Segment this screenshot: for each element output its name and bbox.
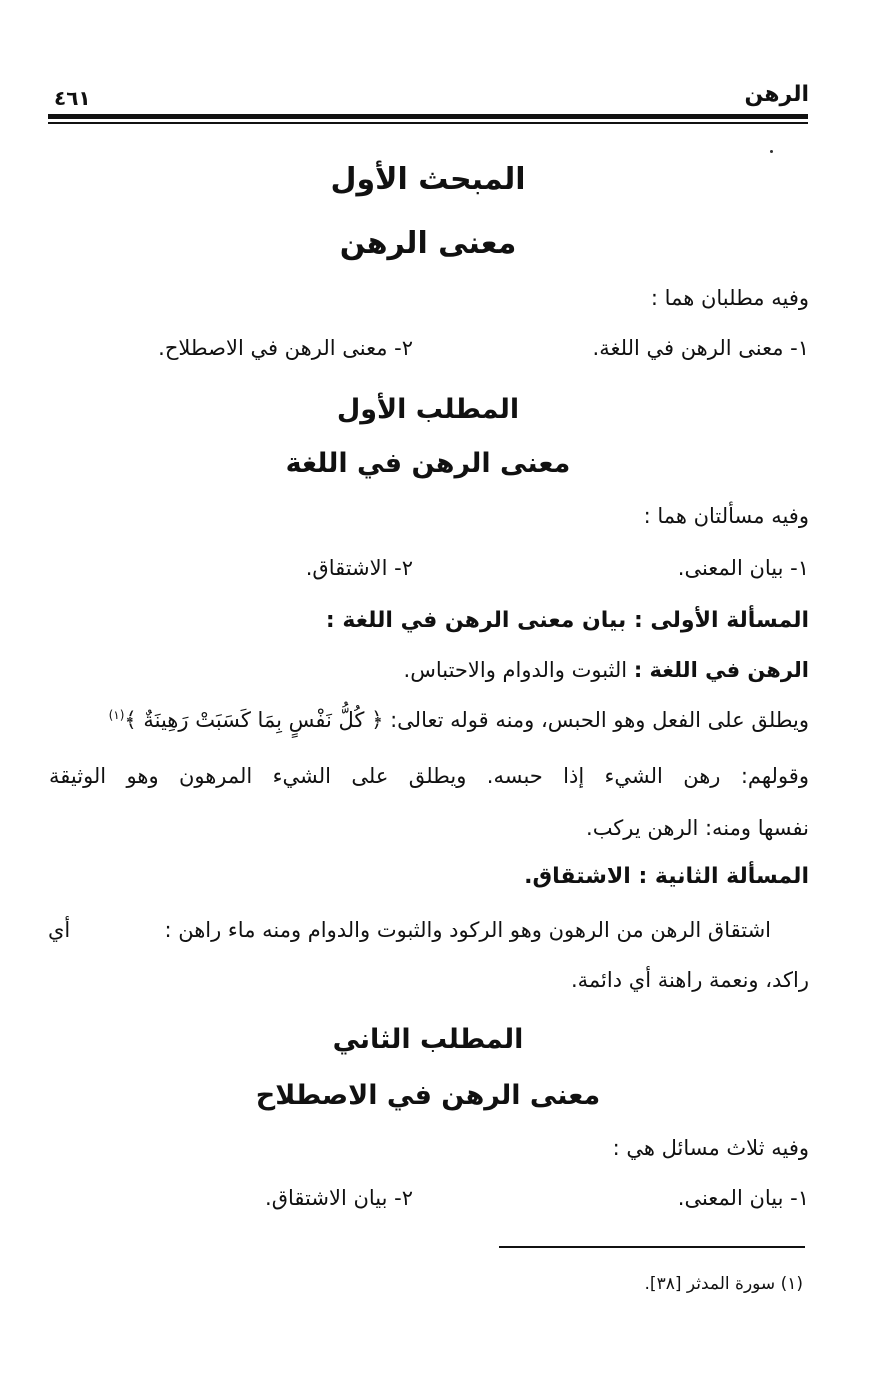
section-item-2: ٢- معنى الرهن في الاصطلاح. — [158, 336, 413, 360]
masala1-line-4: نفسها ومنه: الرهن يركب. — [586, 816, 809, 840]
section-heading: المبحث الأول — [330, 162, 526, 197]
header-rule-thin — [48, 122, 808, 124]
stray-dot — [770, 150, 773, 153]
section-item-1: ١- معنى الرهن في اللغة. — [592, 336, 809, 360]
masala2-title: المسألة الثانية : الاشتقاق. — [524, 864, 809, 889]
masala1-line-3: وقولهم: رهن الشيء إذا حبسه. ويطلق على الشيء المرهون وهو الوثيقة — [49, 764, 809, 788]
footnote-text: (١) سورة المدثر [٣٨]. — [644, 1274, 803, 1294]
masala2-line-1-end: أي — [48, 918, 71, 942]
header-rule-thick — [48, 114, 808, 119]
matlab2-item-2: ٢- بيان الاشتقاق. — [265, 1186, 413, 1210]
footnote-ref-1: (١) — [108, 708, 125, 722]
matlab2-item-1: ١- بيان المعنى. — [677, 1186, 809, 1210]
page-number: ٤٦١ — [54, 86, 91, 110]
matlab1-item-1: ١- بيان المعنى. — [677, 556, 809, 580]
masala1-line-1-label: الرهن في اللغة : — [633, 658, 809, 682]
masala1-line-2-text: ويطلق على الفعل وهو الحبس، ومنه قوله تعالى: ﴿ كُلُّ نَفْسٍ بِمَا كَسَبَتْ رَهِينَةٌ ﴾ — [124, 708, 809, 732]
masala2-line-2: راكد، ونعمة راهنة أي دائمة. — [570, 968, 809, 992]
matlab1-intro: وفيه مسألتان هما : — [643, 504, 809, 528]
masala1-title: المسألة الأولى : بيان معنى الرهن في اللغة : — [325, 608, 809, 633]
matlab1-subheading: معنى الرهن في اللغة — [285, 448, 571, 479]
masala2-line-1-main: اشتقاق الرهن من الرهون وهو الركود والثبوت والدوام ومنه ماء راهن : — [164, 918, 771, 942]
footnote-rule — [499, 1246, 805, 1248]
section-intro: وفيه مطلبان هما : — [650, 286, 809, 310]
running-header-title: الرهن — [744, 82, 809, 107]
masala1-line-1 — [404, 658, 809, 682]
matlab2-intro: وفيه ثلاث مسائل هي : — [612, 1136, 809, 1160]
masala1-line-1-text: الثبوت والدوام والاحتباس. — [403, 658, 628, 682]
matlab2-subheading: معنى الرهن في الاصطلاح — [255, 1080, 601, 1111]
section-subheading: معنى الرهن — [339, 226, 517, 261]
matlab2-heading: المطلب الثاني — [332, 1024, 524, 1055]
matlab1-heading: المطلب الأول — [336, 394, 520, 425]
masala1-line-2 — [109, 708, 809, 732]
matlab1-item-2: ٢- الاشتقاق. — [305, 556, 413, 580]
